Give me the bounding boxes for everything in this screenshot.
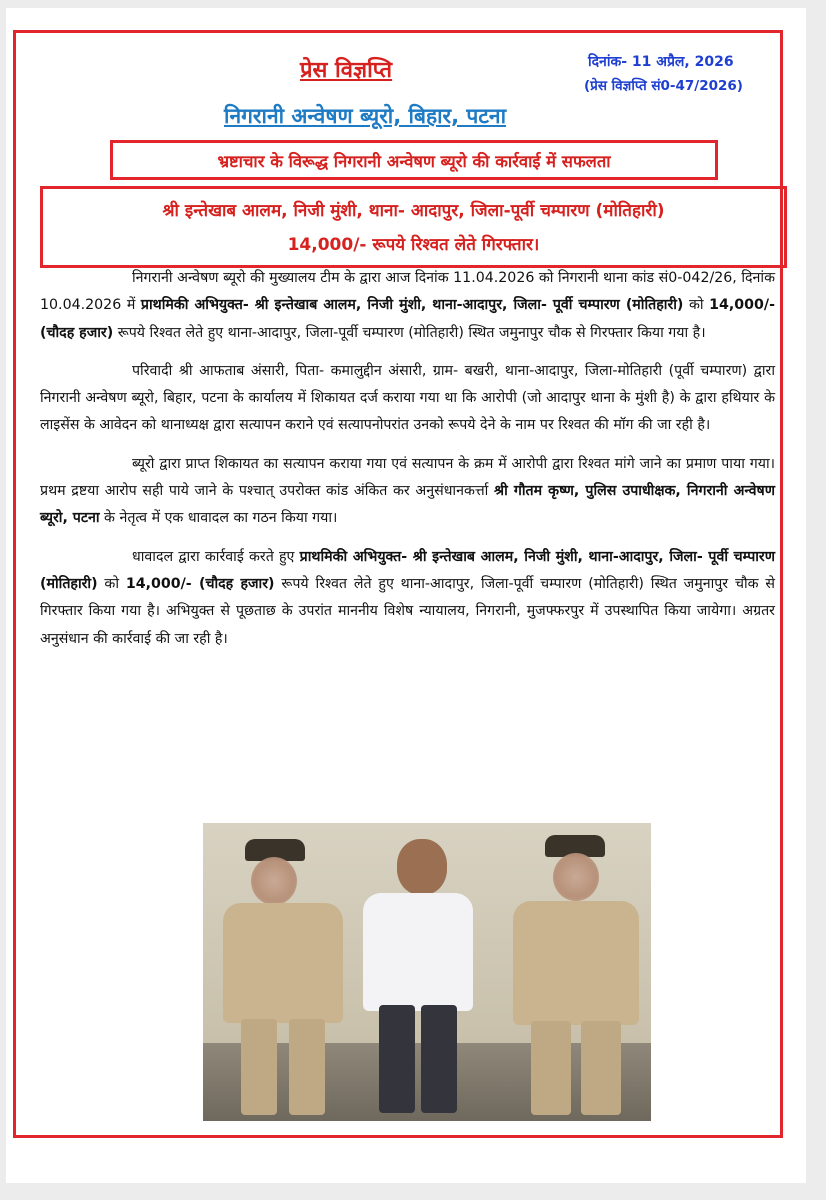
p1-accused-bold: प्राथमिकी अभियुक्त- श्री इन्तेखाब आलम, निजी मुंशी, थाना-आदापुर, जिला- पूर्वी चम्पारण (मोतिहारी) [140, 297, 684, 314]
p1-amount-bold: 14,000/- (चौदह हजार) [40, 297, 775, 341]
p4-text-c: को [97, 575, 126, 592]
paragraph-3 [40, 451, 775, 533]
p4-text-a: धावादल द्वारा कार्रवाई करते हुए [132, 548, 300, 565]
subheadline-line-1: श्री इन्तेखाब आलम, निजी मुंशी, थाना- आदापुर, जिला-पूर्वी चम्पारण (मोतिहारी) [162, 201, 665, 221]
release-date: दिनांक- 11 अप्रैल, 2026 [588, 54, 734, 70]
police-officer-left [223, 833, 353, 1121]
paragraph-2: परिवादी श्री आफताब अंसारी, पिता- कमालुद्दीन अंसारी, ग्राम- बखरी, थाना-आदापुर, जिला-मोतिहारी (पूर्वी चम्पारण) द्वारा निगरानी अन्वेषण ब्यूरो, बिहार, पटना के कार्यालय में शिकायत दर्ज कराया गया था कि आरोपी (जो आदापुर थाना के मुंशी है) के द्वारा हथियार के लाइसेंस के आवेदन को थानाध्यक्ष द्वारा सत्यापन कराने एवं सत्यापनोपरांत उनको रूपये देने के नाम पर रिश्वत की मॉग की जा रही है। [40, 362, 775, 434]
p1-text-c: को [683, 297, 710, 314]
press-release-title: प्रेस विज्ञप्ति [300, 58, 393, 83]
arrest-photo [203, 823, 651, 1121]
press-release-body [40, 265, 775, 664]
accused-person [351, 835, 481, 1121]
p4-text-e: रूपये रिश्वत लेते हुए थाना-आदापुर, जिला-पूर्वी चम्पारण (मोतिहारी) स्थित जमुनापुर चौक से गिरफ्तार किया गया है। अभियुक्त से पूछताछ के उपरांत माननीय विशेष न्यायालय, निगरानी, मुजफ्फरपुर में उपस्थापित किया जायेगा। अग्रतर अनुसंधान की कार्रवाई की जा रही है। [40, 575, 775, 647]
p4-accused-bold: प्राथमिकी अभियुक्त- श्री इन्तेखाब आलम, निजी मुंशी, थाना-आदापुर, जिला- पूर्वी चम्पारण (मोतिहारी) [40, 548, 775, 592]
p3-text-c: के नेतृत्व में एक धावादल का गठन किया गया। [99, 510, 338, 527]
p3-text-a: ब्यूरो द्वारा प्राप्त शिकायत का सत्यापन कराया गया एवं सत्यापन के क्रम में आरोपी द्वारा रिश्वत मांगे जाने का प्रमाण पाया गया। प्रथम द्रष्टया आरोप सही पाये जाने के पश्चात् उपरोक्त कांड अंकित कर अनुसंधानकर्त्ता [40, 455, 775, 500]
release-reference: (प्रेस विज्ञप्ति सं0-47/2026) [584, 78, 743, 94]
bureau-name: निगरानी अन्वेषण ब्यूरो, बिहार, पटना [224, 104, 507, 128]
paragraph-4 [40, 544, 775, 653]
headline-box [110, 140, 718, 180]
subheadline-line-2: 14,000/- रूपये रिश्वत लेते गिरफ्तार। [287, 235, 540, 255]
subheadline-box [40, 186, 787, 268]
police-officer-right [503, 831, 643, 1121]
p4-amount-bold: 14,000/- (चौदह हजार) [125, 575, 275, 592]
headline-text: भ्रष्टाचार के विरूद्ध निगरानी अन्वेषण ब्यूरो की कार्रवाई में सफलता [217, 151, 611, 171]
p1-text-a: निगरानी अन्वेषण ब्यूरो की मुख्यालय टीम के द्वारा आज दिनांक 11.04.2026 को निगरानी थाना कांड सं0-042/26, दिनांक 10.04.2026 में [40, 270, 775, 314]
p1-text-e: रूपये रिश्वत लेते हुए थाना-आदापुर, जिला-पूर्वी चम्पारण (मोतिहारी) स्थित जमुनापुर चौक से गिरफ्तार किया गया है। [113, 324, 706, 341]
p3-officer-bold: श्री गौतम कृष्ण, पुलिस उपाधीक्षक, निगरानी अन्वेषण ब्यूरो, पटना [40, 483, 776, 527]
paragraph-1 [40, 265, 775, 347]
